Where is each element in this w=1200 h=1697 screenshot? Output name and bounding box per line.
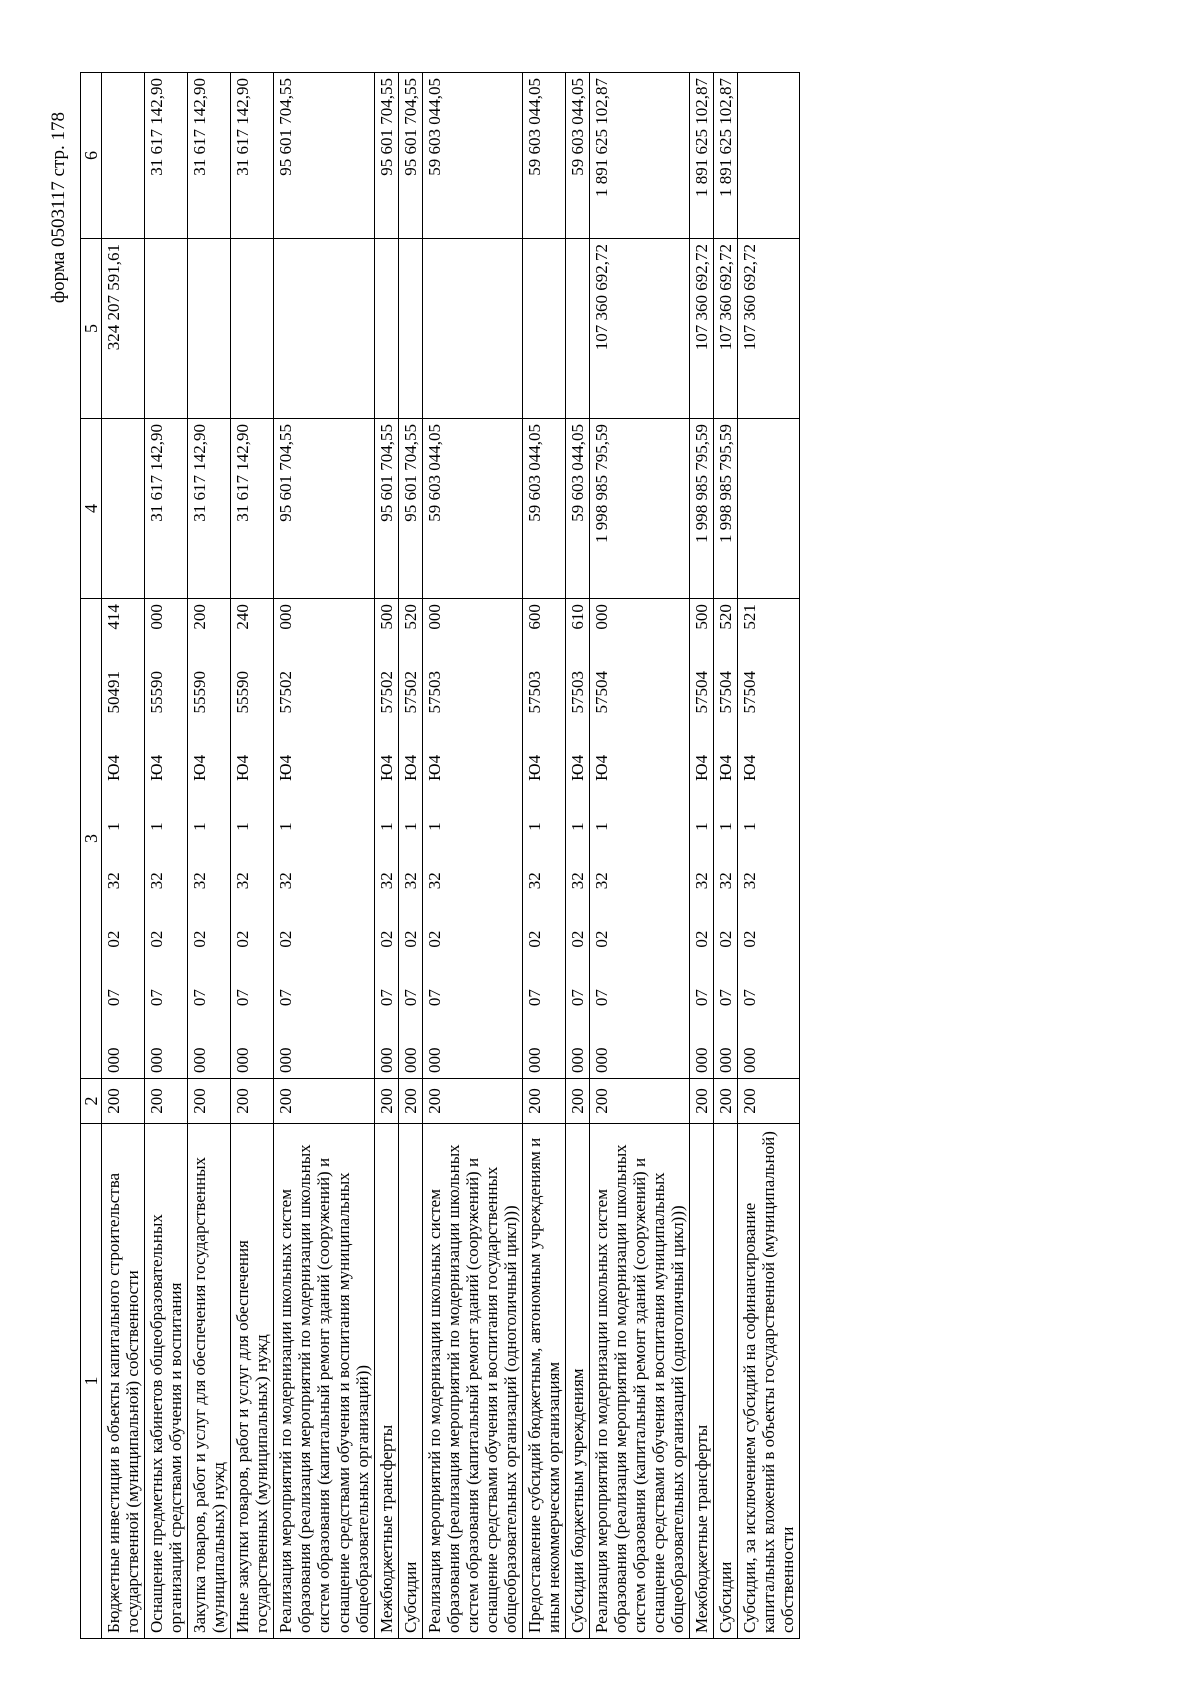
budget-code-part: 000: [276, 1047, 296, 1073]
approved-amount-cell: 1 998 985 795,59: [714, 419, 738, 599]
classification-code-cell: [231, 599, 274, 1079]
unexecuted-amount-cell: 1 891 625 102,87: [690, 73, 714, 239]
classification-code-cell: [102, 599, 145, 1079]
budget-code-part: Ю4: [567, 754, 587, 781]
budget-code-part: 57504: [591, 670, 611, 714]
budget-code-part: Ю4: [104, 754, 124, 781]
approved-amount-cell: [102, 419, 145, 599]
budget-code-part: 000: [692, 1047, 712, 1073]
budget-code-part: 32: [740, 872, 760, 890]
budget-code-part: 07: [276, 989, 296, 1007]
budget-code-part: 02: [692, 930, 712, 948]
executed-amount-cell: [231, 239, 274, 419]
classification-code-cell: [422, 599, 522, 1079]
budget-code: [568, 604, 587, 1073]
budget-code-part: 32: [591, 872, 611, 890]
budget-code: [233, 604, 252, 1073]
approved-amount-cell: 59 603 044,05: [565, 419, 589, 599]
budget-code-part: 57503: [567, 670, 587, 714]
budget-code-part: 000: [424, 604, 444, 630]
classification-code-cell: [374, 599, 398, 1079]
unexecuted-amount-cell: 31 617 142,90: [145, 73, 188, 239]
table-body: [102, 73, 800, 1639]
budget-code-part: 02: [591, 930, 611, 948]
classification-code-cell: [714, 599, 738, 1079]
line-code-cell: 200: [522, 1079, 565, 1124]
budget-code-part: 1: [104, 822, 124, 831]
budget-code-part: 500: [692, 604, 712, 630]
budget-code-part: 32: [376, 872, 396, 890]
executed-amount-cell: 107 360 692,72: [738, 239, 800, 419]
budget-code: [377, 604, 396, 1073]
budget-code-part: 02: [567, 930, 587, 948]
line-code-cell: 200: [398, 1079, 422, 1124]
budget-code-part: 50491: [104, 670, 124, 714]
budget-code: [104, 604, 123, 1073]
executed-amount-cell: 107 360 692,72: [690, 239, 714, 419]
budget-code-part: 1: [147, 822, 167, 831]
budget-code-part: 000: [233, 1047, 253, 1073]
budget-code-part: 57503: [424, 670, 444, 714]
classification-code-cell: [145, 599, 188, 1079]
approved-amount-cell: 31 617 142,90: [188, 419, 231, 599]
budget-code-part: 07: [233, 989, 253, 1007]
approved-amount-cell: [738, 419, 800, 599]
line-code-cell: 200: [738, 1079, 800, 1124]
budget-code-part: 02: [276, 930, 296, 948]
budget-code-part: 07: [692, 989, 712, 1007]
budget-code-part: 1: [591, 822, 611, 831]
budget-code-part: 55590: [190, 670, 210, 714]
executed-amount-cell: [274, 239, 374, 419]
budget-code-part: Ю4: [524, 754, 544, 781]
budget-code: [401, 604, 420, 1073]
budget-code-part: 414: [104, 604, 124, 630]
table-row: [690, 73, 714, 1639]
table-row: [738, 73, 800, 1639]
budget-code-part: 000: [567, 1047, 587, 1073]
table-row: [145, 73, 188, 1639]
row-name-cell: Иные закупки товаров, работ и услуг для обеспечения государственных (муниципальных) нужд: [231, 1124, 274, 1639]
budget-code-part: 000: [400, 1047, 420, 1073]
table-row: [102, 73, 145, 1639]
budget-code-part: Ю4: [147, 754, 167, 781]
unexecuted-amount-cell: [738, 73, 800, 239]
column-header-6: 6: [81, 73, 102, 239]
budget-code-part: Ю4: [740, 754, 760, 781]
budget-code: [190, 604, 209, 1073]
budget-code-part: 57502: [400, 670, 420, 714]
row-name-cell: Закупка товаров, работ и услуг для обеспечения государственных (муниципальных) нужд: [188, 1124, 231, 1639]
row-name-cell: Межбюджетные трансферты: [374, 1124, 398, 1639]
budget-code-part: 32: [233, 872, 253, 890]
executed-amount-cell: [422, 239, 522, 419]
budget-code-part: 32: [400, 872, 420, 890]
budget-code-part: 200: [190, 604, 210, 630]
budget-code-part: Ю4: [376, 754, 396, 781]
row-name-cell: Реализация мероприятий по модернизации школьных систем образования (реализация мероприятий по модернизации школьных систем образования (капитальный ремонт зданий (сооружений) и оснащение средствами обучения и воспитания государственных общеобразовательных организаций (одноголичный цикл))): [422, 1124, 522, 1639]
budget-code-part: 07: [190, 989, 210, 1007]
budget-code-part: 1: [276, 822, 296, 831]
budget-code-part: 32: [104, 872, 124, 890]
budget-code-part: 07: [376, 989, 396, 1007]
unexecuted-amount-cell: 95 601 704,55: [374, 73, 398, 239]
unexecuted-amount-cell: 1 891 625 102,87: [714, 73, 738, 239]
column-header-4: 4: [81, 419, 102, 599]
budget-code-part: 07: [524, 989, 544, 1007]
line-code-cell: 200: [274, 1079, 374, 1124]
approved-amount-cell: 31 617 142,90: [231, 419, 274, 599]
classification-code-cell: [565, 599, 589, 1079]
row-name-cell: Субсидии, за исключением субсидий на софинансирование капитальных вложений в объекты государственной (муниципальной) собственности: [738, 1124, 800, 1639]
classification-code-cell: [398, 599, 422, 1079]
budget-code-part: 000: [147, 604, 167, 630]
line-code-cell: 200: [188, 1079, 231, 1124]
budget-code-part: 57502: [376, 670, 396, 714]
budget-code-part: 000: [740, 1047, 760, 1073]
budget-code-part: 000: [591, 604, 611, 630]
budget-execution-table: [80, 72, 800, 1639]
budget-code-part: 1: [400, 822, 420, 831]
budget-code-part: 1: [524, 822, 544, 831]
budget-code-part: 1: [567, 822, 587, 831]
row-name-cell: Субсидии: [398, 1124, 422, 1639]
budget-code-part: 000: [424, 1047, 444, 1073]
classification-code-cell: [589, 599, 689, 1079]
unexecuted-amount-cell: 95 601 704,55: [274, 73, 374, 239]
budget-code-part: 1: [740, 822, 760, 831]
budget-code-part: 000: [524, 1047, 544, 1073]
budget-code-part: 02: [104, 930, 124, 948]
budget-code-part: 02: [524, 930, 544, 948]
budget-code-part: 57504: [740, 670, 760, 714]
line-code-cell: 200: [374, 1079, 398, 1124]
budget-code-part: 57504: [716, 670, 736, 714]
column-number-row: [81, 73, 102, 1639]
budget-code-part: 07: [104, 989, 124, 1007]
form-header: форма 0503117 стр. 178: [48, 112, 69, 304]
budget-code-part: 600: [524, 604, 544, 630]
budget-code-part: 07: [591, 989, 611, 1007]
budget-code: [692, 604, 711, 1073]
approved-amount-cell: 95 601 704,55: [398, 419, 422, 599]
budget-code-part: 240: [233, 604, 253, 630]
column-header-1: 1: [81, 1124, 102, 1639]
executed-amount-cell: [188, 239, 231, 419]
table-row: [522, 73, 565, 1639]
budget-code-part: 520: [400, 604, 420, 630]
budget-code-part: 000: [147, 1047, 167, 1073]
approved-amount-cell: 1 998 985 795,59: [690, 419, 714, 599]
approved-amount-cell: 59 603 044,05: [422, 419, 522, 599]
budget-code: [740, 604, 759, 1073]
budget-code-part: 57504: [692, 670, 712, 714]
table-row: [274, 73, 374, 1639]
table-row: [374, 73, 398, 1639]
budget-code-part: Ю4: [400, 754, 420, 781]
budget-code-part: 02: [424, 930, 444, 948]
approved-amount-cell: 95 601 704,55: [374, 419, 398, 599]
executed-amount-cell: 324 207 591,61: [102, 239, 145, 419]
budget-code-part: 1: [190, 822, 210, 831]
executed-amount-cell: 107 360 692,72: [714, 239, 738, 419]
line-code-cell: 200: [690, 1079, 714, 1124]
table-row: [231, 73, 274, 1639]
budget-code-part: 000: [190, 1047, 210, 1073]
row-name-cell: Реализация мероприятий по модернизации школьных систем образования (реализация мероприятий по модернизации школьных систем образования (капитальный ремонт зданий (сооружений) и оснащение средствами обучения и воспитания муниципальных общеобразовательных организаций (одноголичный цикл))): [589, 1124, 689, 1639]
budget-code-part: 57503: [524, 670, 544, 714]
budget-code-part: 1: [716, 822, 736, 831]
budget-code: [525, 604, 544, 1073]
classification-code-cell: [188, 599, 231, 1079]
budget-code-part: 07: [740, 989, 760, 1007]
budget-code-part: Ю4: [692, 754, 712, 781]
column-header-5: 5: [81, 239, 102, 419]
budget-code-part: 000: [376, 1047, 396, 1073]
unexecuted-amount-cell: 95 601 704,55: [398, 73, 422, 239]
row-name-cell: Межбюджетные трансферты: [690, 1124, 714, 1639]
budget-code-part: 000: [716, 1047, 736, 1073]
line-code-cell: 200: [145, 1079, 188, 1124]
approved-amount-cell: 31 617 142,90: [145, 419, 188, 599]
budget-code: [425, 604, 444, 1073]
executed-amount-cell: [374, 239, 398, 419]
row-name-cell: Бюджетные инвестиции в объекты капитального строительства государственной (муниципальной) собственности: [102, 1124, 145, 1639]
budget-code-part: Ю4: [190, 754, 210, 781]
line-code-cell: 200: [231, 1079, 274, 1124]
budget-code-part: 02: [400, 930, 420, 948]
budget-code-part: Ю4: [716, 754, 736, 781]
budget-code-part: 07: [400, 989, 420, 1007]
budget-code-part: 07: [567, 989, 587, 1007]
line-code-cell: 200: [565, 1079, 589, 1124]
budget-code-part: 000: [591, 1047, 611, 1073]
budget-code-part: 07: [147, 989, 167, 1007]
table-row: [714, 73, 738, 1639]
budget-code-part: 02: [716, 930, 736, 948]
budget-code-part: 500: [376, 604, 396, 630]
budget-code-part: 32: [424, 872, 444, 890]
budget-code-part: 32: [567, 872, 587, 890]
row-name-cell: Предоставление субсидий бюджетным, автономным учреждениям и иным некоммерческим организациям: [522, 1124, 565, 1639]
budget-code-part: 610: [567, 604, 587, 630]
unexecuted-amount-cell: 59 603 044,05: [522, 73, 565, 239]
table-row: [565, 73, 589, 1639]
table-row: [398, 73, 422, 1639]
budget-code: [592, 604, 611, 1073]
budget-code-part: 55590: [147, 670, 167, 714]
line-code-cell: 200: [422, 1079, 522, 1124]
budget-code-part: 1: [376, 822, 396, 831]
budget-code-part: 000: [104, 1047, 124, 1073]
budget-code-part: 32: [692, 872, 712, 890]
budget-code-part: 32: [524, 872, 544, 890]
unexecuted-amount-cell: 1 891 625 102,87: [589, 73, 689, 239]
budget-code-part: 000: [276, 604, 296, 630]
executed-amount-cell: [565, 239, 589, 419]
budget-code-part: 02: [147, 930, 167, 948]
budget-code-part: 520: [716, 604, 736, 630]
budget-code-part: 57502: [276, 670, 296, 714]
column-header-3: 3: [81, 599, 102, 1079]
column-header-2: 2: [81, 1079, 102, 1124]
table-row: [422, 73, 522, 1639]
unexecuted-amount-cell: 31 617 142,90: [231, 73, 274, 239]
approved-amount-cell: 95 601 704,55: [274, 419, 374, 599]
budget-code-part: 521: [740, 604, 760, 630]
classification-code-cell: [274, 599, 374, 1079]
budget-code-part: Ю4: [276, 754, 296, 781]
budget-code-part: Ю4: [591, 754, 611, 781]
line-code-cell: 200: [589, 1079, 689, 1124]
row-name-cell: Субсидии: [714, 1124, 738, 1639]
approved-amount-cell: 59 603 044,05: [522, 419, 565, 599]
executed-amount-cell: [145, 239, 188, 419]
budget-code-part: Ю4: [424, 754, 444, 781]
budget-code-part: 55590: [233, 670, 253, 714]
line-code-cell: 200: [102, 1079, 145, 1124]
budget-code-part: 32: [276, 872, 296, 890]
table-row: [188, 73, 231, 1639]
unexecuted-amount-cell: 59 603 044,05: [422, 73, 522, 239]
unexecuted-amount-cell: 59 603 044,05: [565, 73, 589, 239]
budget-code-part: 32: [147, 872, 167, 890]
budget-code-part: 1: [692, 822, 712, 831]
budget-code-part: 1: [424, 822, 444, 831]
unexecuted-amount-cell: [102, 73, 145, 239]
row-name-cell: Субсидии бюджетным учреждениям: [565, 1124, 589, 1639]
unexecuted-amount-cell: 31 617 142,90: [188, 73, 231, 239]
budget-code-part: 32: [190, 872, 210, 890]
executed-amount-cell: 107 360 692,72: [589, 239, 689, 419]
approved-amount-cell: 1 998 985 795,59: [589, 419, 689, 599]
classification-code-cell: [522, 599, 565, 1079]
line-code-cell: 200: [714, 1079, 738, 1124]
row-name-cell: Реализация мероприятий по модернизации школьных систем образования (реализация мероприятий по модернизации школьных систем образования (капитальный ремонт зданий (сооружений) и оснащение средствами обучения и воспитания муниципальных общеобразовательных организаций)): [274, 1124, 374, 1639]
budget-code-part: 02: [233, 930, 253, 948]
table-row: [589, 73, 689, 1639]
budget-code-part: 02: [740, 930, 760, 948]
executed-amount-cell: [522, 239, 565, 419]
budget-code: [716, 604, 735, 1073]
budget-code: [147, 604, 166, 1073]
budget-code-part: 1: [233, 822, 253, 831]
executed-amount-cell: [398, 239, 422, 419]
budget-code-part: 02: [190, 930, 210, 948]
classification-code-cell: [690, 599, 714, 1079]
budget-code: [276, 604, 295, 1073]
classification-code-cell: [738, 599, 800, 1079]
row-name-cell: Оснащение предметных кабинетов общеобразовательных организаций средствами обучения и воспитания: [145, 1124, 188, 1639]
budget-code-part: 02: [376, 930, 396, 948]
budget-code-part: 07: [424, 989, 444, 1007]
budget-code-part: Ю4: [233, 754, 253, 781]
budget-code-part: 32: [716, 872, 736, 890]
budget-code-part: 07: [716, 989, 736, 1007]
